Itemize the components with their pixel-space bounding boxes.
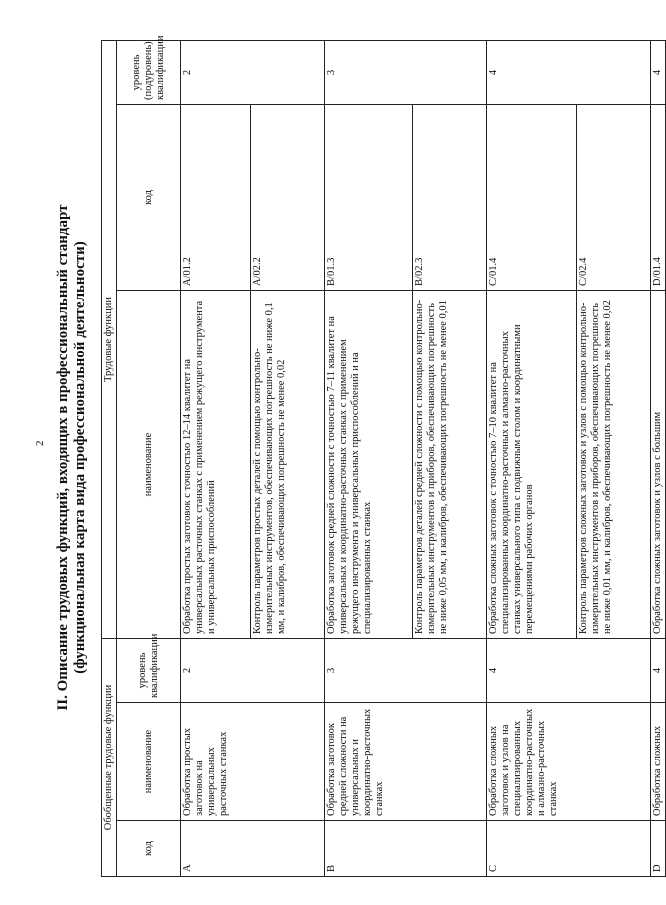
function-code: D/01.4 [651,104,666,290]
function-level: 2 [181,40,325,104]
function-name: Контроль параметров деталей средней сложности с помощью контрольно-измерительных инструментов и приборов, обеспечивающих погрешность не ниже 0,05 мм, и калибров, обеспечивающих погрешность не менее 0,01 [413,290,487,638]
header-columns-row [117,40,181,876]
section-title: II. Описание трудовых функций, входящих в профессиональный стандарт [55,204,71,711]
header-tf-code: код [117,104,181,290]
generalized-level: 4 [487,638,651,702]
function-name: Контроль параметров сложных заготовок и узлов с помощью контрольно-измерительных инструментов и приборов, обеспечивающих погрешность не ниже 0,01 мм, и калибров, обеспечивающих погрешность не менее 0,02 [577,290,651,638]
generalized-level: 2 [181,638,325,702]
function-level: 4 [651,40,666,104]
function-name: Обработка сложных заготовок и узлов с большим [651,290,666,638]
table-row [325,40,413,876]
function-code: C/01.4 [487,104,577,290]
header-tf-name: наименование [117,290,181,638]
header-group-row [102,40,117,876]
function-code: A/01.2 [181,104,251,290]
header-code: код [117,821,181,877]
generalized-code: B [325,821,487,877]
generalized-name: Обработка простых заготовок на универсальных расточных станках [181,703,325,821]
function-level: 3 [325,40,487,104]
function-name: Обработка заготовок средней сложности с точностью 7–11 квалитет на универсальных и координатно-расточных станках с применением режущего инструмента и универсальных приспособлений и на специализированных станках [325,290,413,638]
functional-map-table [101,35,666,877]
table-row [651,40,666,876]
header-level: уровень квалификации [117,638,181,702]
page-number: 2 [34,440,46,446]
function-code: B/02.3 [413,104,487,290]
function-code: B/01.3 [325,104,413,290]
header-generalized: Обобщенные трудовые функции [102,638,117,876]
generalized-code: A [181,821,325,877]
function-name: Обработка простых заготовок с точностью 12–14 квалитет на универсальных расточных станках с применением режущего инструмента и универсальных приспособлений [181,290,251,638]
generalized-name: Обработка сложных заготовок и узлов на специализированных координатно-расточных и алмазно-расточных станках [487,703,651,821]
generalized-code: D [651,821,666,877]
generalized-level: 3 [325,638,487,702]
function-name: Обработка сложных заготовок с точностью 7–10 квалитет на специализированных координатно-расточных и алмазно-расточных станках универсального типа с подвижным столом и координатными перемещениями рабочих органов [487,290,577,638]
header-name: наименование [117,703,181,821]
header-tf-level: уровень (подуровень) квалификации [117,40,181,104]
generalized-code: C [487,821,651,877]
generalized-name: Обработка сложных [651,703,666,821]
function-code: A/02.2 [251,104,325,290]
section-heading [55,30,89,885]
header-labor-functions: Трудовые функции [102,40,117,638]
generalized-level: 4 [651,638,666,702]
function-code: C/02.4 [577,104,651,290]
generalized-name: Обработка заготовок средней сложности на универсальных и координатно-расточных станках [325,703,487,821]
function-name: Контроль параметров простых деталей с помощью контрольно-измерительных инструментов, обеспечивающих погрешность не ниже 0,1 мм, и калибров, обеспечивающих погрешность не менее 0,02 [251,290,325,638]
rotated-page-content [55,30,663,885]
table-row [181,40,251,876]
function-level: 4 [487,40,651,104]
section-subtitle: (функциональная карта вида профессиональной деятельности) [72,241,88,674]
table-row [487,40,577,876]
